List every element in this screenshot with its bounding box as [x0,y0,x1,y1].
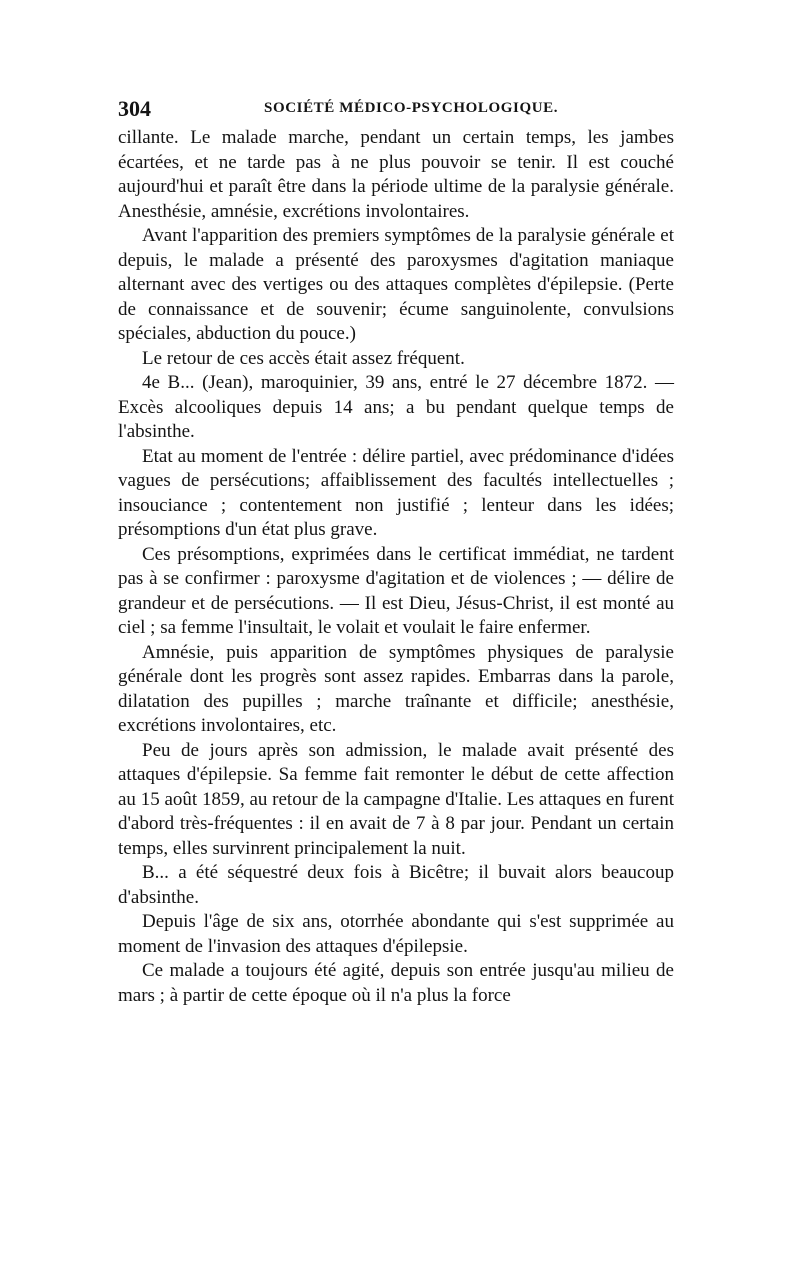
page-number: 304 [118,96,151,121]
paragraph: Le retour de ces accès était assez fréquent. [142,347,465,369]
paragraph: Avant l'apparition des premiers symptômes de la paralysie générale et depuis, le malade a présenté des paroxysmes d'agitation maniaque alternant avec des vertiges ou des attaques complètes d'épilepsie. (Perte de connaissance et de souvenir; écume sanguinolente, convulsions spéciales, abduction du pouce.) [118,225,674,344]
paragraph: Etat au moment de l'entrée : délire partiel, avec prédominance d'idées vagues de persécutions; affaiblissement des facultés intellectuelles ; insouciance ; contentement non justifié ; lenteur dans les idées; présomptions d'un état plus grave. [118,445,674,540]
book-page [118,96,674,1008]
paragraph: Amnésie, puis apparition de symptômes physiques de paralysie générale dont les progrès sont assez rapides. Embarras dans la parole, dilatation des pupilles ; marche traînante et difficile; anesthésie, excrétions involontaires, etc. [118,641,674,736]
case-paragraph: 4e B... (Jean), maroquinier, 39 ans, entré le 27 décembre 1872. — Excès alcooliques depuis 14 ans; a bu pendant quelque temps de l'absinthe. [118,372,674,442]
running-title: SOCIÉTÉ MÉDICO-PSYCHOLOGIQUE. [264,100,559,116]
paragraph: Ces présomptions, exprimées dans le certificat immédiat, ne tardent pas à se confirmer : paroxysme d'agitation et de violences ; — délire de grandeur et de persécutions. — Il est Dieu, Jésus-Christ, il est monté au ciel ; sa femme l'insultait, le volait et voulait le faire enfermer. [118,543,674,638]
paragraph: Peu de jours après son admission, le malade avait présenté des attaques d'épilepsie. Sa femme fait remonter le début de cette affection au 15 août 1859, au retour de la campagne d'Italie. Les attaques en furent d'abord très-fréquentes : il en avait de 7 à 8 par jour. Pendant un certain temps, elles survinrent principalement la nuit. [118,739,674,859]
paragraph: Ce malade a toujours été agité, depuis son entrée jusqu'au milieu de mars ; à partir de cette époque où il n'a plus la force [118,960,674,1006]
paragraph: Depuis l'âge de six ans, otorrhée abondante qui s'est supprimée au moment de l'invasion des attaques d'épilepsie. [118,911,674,957]
paragraph: B... a été séquestré deux fois à Bicêtre; il buvait alors beaucoup d'absinthe. [118,862,674,908]
running-head [118,96,674,122]
paragraph-continuation: cillante. Le malade marche, pendant un certain temps, les jambes écartées, et ne tarde pas à ne plus pouvoir se tenir. Il est couché aujourd'hui et paraît être dans la période ultime de la paralysie générale. Anesthésie, amnésie, excrétions involontaires. [118,127,674,222]
